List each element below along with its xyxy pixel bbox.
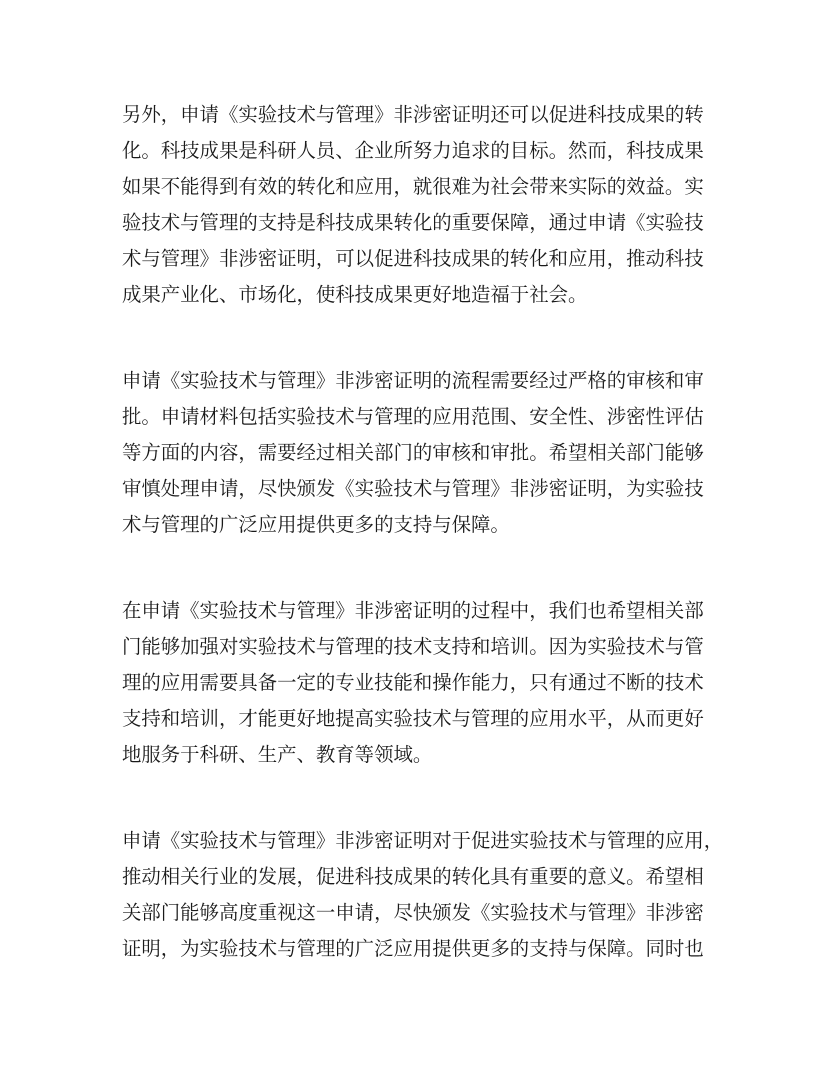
- paragraph-4: [122, 828, 722, 972]
- text-line: 批。申请材料包括实验技术与管理的应用范围、安全性、涉密性评估: [122, 405, 704, 428]
- paragraph-3: [122, 598, 722, 778]
- text-line: 地服务于科研、生产、教育等领域。: [122, 743, 433, 766]
- text-line: 成果产业化、市场化，使科技成果更好地造福于社会。: [122, 283, 588, 306]
- text-line: 推动相关行业的发展，促进科技成果的转化具有重要的意义。希望相: [122, 865, 704, 888]
- text-line: 另外，申请《实验技术与管理》非涉密证明还可以促进科技成果的转: [122, 103, 704, 126]
- paragraph-2: [122, 368, 722, 548]
- text-line: 证明，为实验技术与管理的广泛应用提供更多的支持与保障。同时也: [122, 937, 704, 960]
- document-page: [122, 102, 722, 1022]
- paragraph-1: [122, 102, 722, 318]
- text-line: 等方面的内容，需要经过相关部门的审核和审批。希望相关部门能够: [122, 441, 704, 464]
- text-line: 关部门能够高度重视这一申请，尽快颁发《实验技术与管理》非涉密: [122, 901, 704, 924]
- text-line: 术与管理》非涉密证明，可以促进科技成果的转化和应用，推动科技: [122, 247, 704, 270]
- text-line: 申请《实验技术与管理》非涉密证明的流程需要经过严格的审核和审: [122, 369, 704, 392]
- text-line: 术与管理的广泛应用提供更多的支持与保障。: [122, 513, 510, 536]
- text-line: 门能够加强对实验技术与管理的技术支持和培训。因为实验技术与管: [122, 635, 704, 658]
- text-line: 化。科技成果是科研人员、企业所努力追求的目标。然而，科技成果: [122, 139, 704, 162]
- text-line: 支持和培训，才能更好地提高实验技术与管理的应用水平，从而更好: [122, 707, 704, 730]
- text-line: 理的应用需要具备一定的专业技能和操作能力，只有通过不断的技术: [122, 671, 704, 694]
- text-line: 验技术与管理的支持是科技成果转化的重要保障，通过申请《实验技: [122, 211, 704, 234]
- text-line: 审慎处理申请，尽快颁发《实验技术与管理》非涉密证明，为实验技: [122, 477, 704, 500]
- text-line: 在申请《实验技术与管理》非涉密证明的过程中，我们也希望相关部: [122, 599, 704, 622]
- text-line: 如果不能得到有效的转化和应用，就很难为社会带来实际的效益。实: [122, 175, 704, 198]
- text-line: 申请《实验技术与管理》非涉密证明对于促进实验技术与管理的应用，: [122, 829, 724, 852]
